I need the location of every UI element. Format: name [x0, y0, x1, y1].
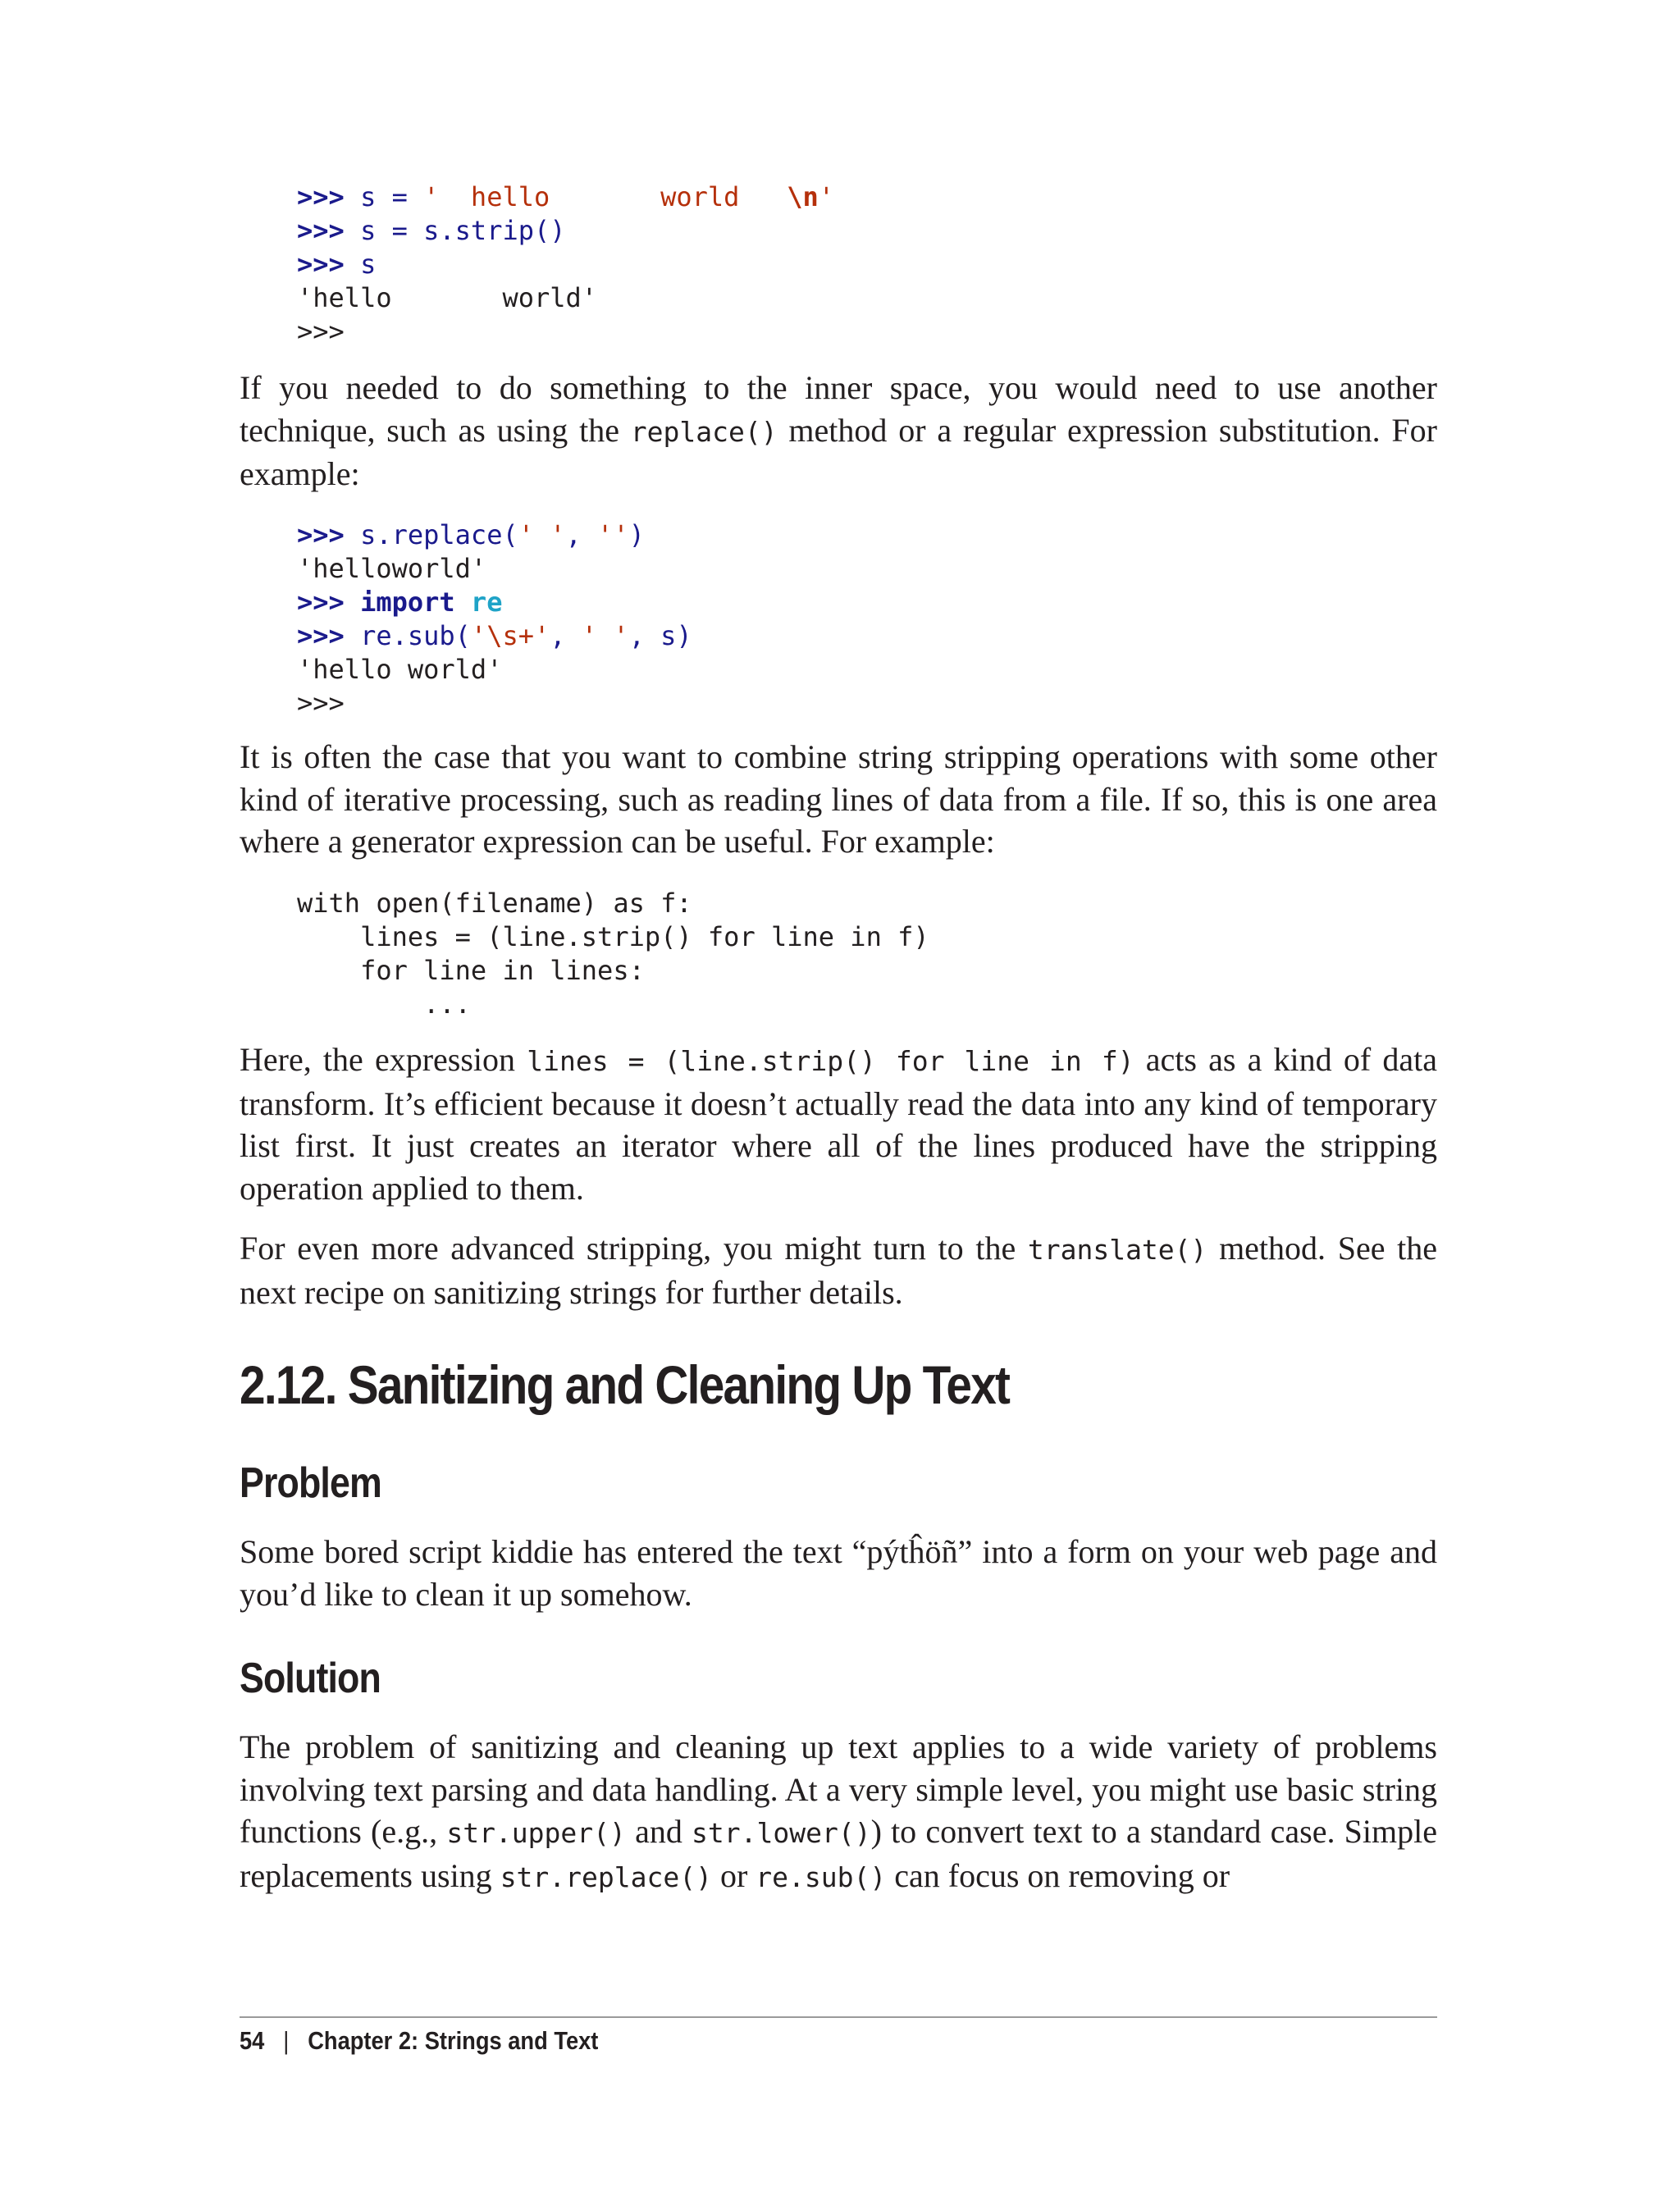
code-token: s [344, 249, 377, 280]
code-token: for line in lines: [297, 955, 645, 986]
code-token: >>> [297, 620, 345, 651]
section-title: 2.12. Sanitizing and Cleaning Up Text [240, 1354, 1010, 1415]
code-token: >>> [297, 215, 345, 246]
code-line [297, 687, 692, 720]
paragraph-inner-space [240, 367, 1437, 495]
paragraph-text: can focus on removing or [886, 1856, 1230, 1894]
code-block-strip [297, 180, 834, 349]
paragraph-text: or [711, 1856, 756, 1894]
code-block-replace [297, 518, 692, 720]
code-token: >>> [297, 181, 345, 212]
paragraph-text: acts as a kind of data transform. It’s efficient because it doesn’t actually read the data into any kind of temporary list first. It just creates an iterator where all of the lines produced have the stripping operation applied to them. [240, 1041, 1437, 1207]
chapter-title: Chapter 2: Strings and Text [308, 2026, 599, 2055]
code-line [297, 954, 929, 988]
problem-text: Some bored script kiddie has entered the text “pýtĥöñ” into a form on your web page and you’d like to clean it up somehow. [240, 1533, 1437, 1613]
paragraph-text: For even more advanced stripping, you might turn to the [240, 1230, 1028, 1267]
code-token: lines = (line.strip() for line in f) [297, 921, 929, 952]
paragraph-text: method or a regular expression substitution. For example: [240, 411, 1437, 492]
inline-code: str.replace() [500, 1860, 712, 1893]
code-line [297, 281, 834, 315]
code-token: import [360, 587, 455, 618]
code-token: ' ' [518, 519, 566, 550]
code-token: 'hello world' [297, 282, 598, 313]
code-token: , [565, 519, 598, 550]
code-token: ' [818, 181, 835, 212]
code-token: '\s+' [470, 620, 550, 651]
code-line [297, 315, 834, 349]
code-line [297, 988, 929, 1021]
code-token: >>> [297, 519, 345, 550]
code-token: 'helloworld' [297, 553, 487, 584]
solution-text [240, 1726, 1437, 1898]
code-token [455, 587, 471, 618]
code-line [297, 586, 692, 619]
paragraph-text: method. See the next recipe on sanitizing strings for further details. [240, 1230, 1437, 1311]
inline-code: replace() [630, 415, 778, 448]
code-token: '' [597, 519, 629, 550]
code-token: s = s.strip() [344, 215, 566, 246]
paragraph-translate [240, 1227, 1437, 1313]
code-line [297, 180, 834, 214]
inline-code: re.sub() [756, 1860, 887, 1893]
code-token: >>> [297, 316, 345, 347]
code-token: ) [628, 519, 645, 550]
code-token: >>> [297, 587, 345, 618]
paragraph-text: The problem of sanitizing and cleaning up text applies to a wide variety of problems involving text parsing and data handling. At a very simple level, you might use basic string functions (e.g., [240, 1728, 1437, 1850]
paragraph-generator-intro: It is often the case that you want to combine string stripping operations with some other kind of iterative processing, such as reading lines of data from a file. If so, this is one area where a generator expression can be useful. For example: [240, 738, 1437, 860]
paragraph-generator-explain [240, 1039, 1437, 1209]
code-token: ' hello world [423, 181, 788, 212]
code-line [297, 248, 834, 281]
solution-heading: Solution [240, 1655, 381, 1702]
inline-code: str.upper() [446, 1817, 626, 1849]
code-token: ' ' [581, 620, 629, 651]
code-line [297, 214, 834, 248]
code-token: re [470, 587, 503, 618]
code-token: , s) [628, 620, 692, 651]
code-line [297, 552, 692, 586]
code-line [297, 887, 929, 920]
code-token: >>> [297, 249, 345, 280]
code-token: s.replace( [344, 519, 518, 550]
inline-code: str.lower() [692, 1817, 871, 1849]
page-number: 54 [240, 2026, 265, 2055]
inline-code: lines = (line.strip() for line in f) [527, 1045, 1134, 1077]
paragraph-text: If you needed to do something to the inner space, you would need to use another technique, such as using the [240, 369, 1437, 449]
code-token: with open(filename) as f: [297, 888, 692, 919]
paragraph-text: Here, the expression [240, 1041, 527, 1078]
code-line [297, 518, 692, 552]
paragraph-text: and [625, 1813, 692, 1850]
code-token: >>> [297, 687, 345, 719]
footer-separator: | [283, 2026, 290, 2055]
page-footer [240, 2026, 598, 2056]
code-token: ... [297, 988, 471, 1020]
code-token [345, 587, 360, 618]
code-block-generator [297, 887, 929, 1021]
code-token: re.sub( [344, 620, 471, 651]
code-line [297, 920, 929, 954]
code-token: 'hello world' [297, 654, 503, 685]
inline-code: translate() [1027, 1234, 1208, 1266]
code-line [297, 653, 692, 687]
footer-divider [240, 2016, 1437, 2018]
code-line [297, 619, 692, 653]
code-token: , [550, 620, 582, 651]
paragraph-text: ) to convert text to a standard case. Simple replacements using [240, 1813, 1437, 1894]
problem-heading: Problem [240, 1459, 381, 1507]
code-token: s = [344, 181, 424, 212]
code-token: \n [787, 181, 819, 212]
